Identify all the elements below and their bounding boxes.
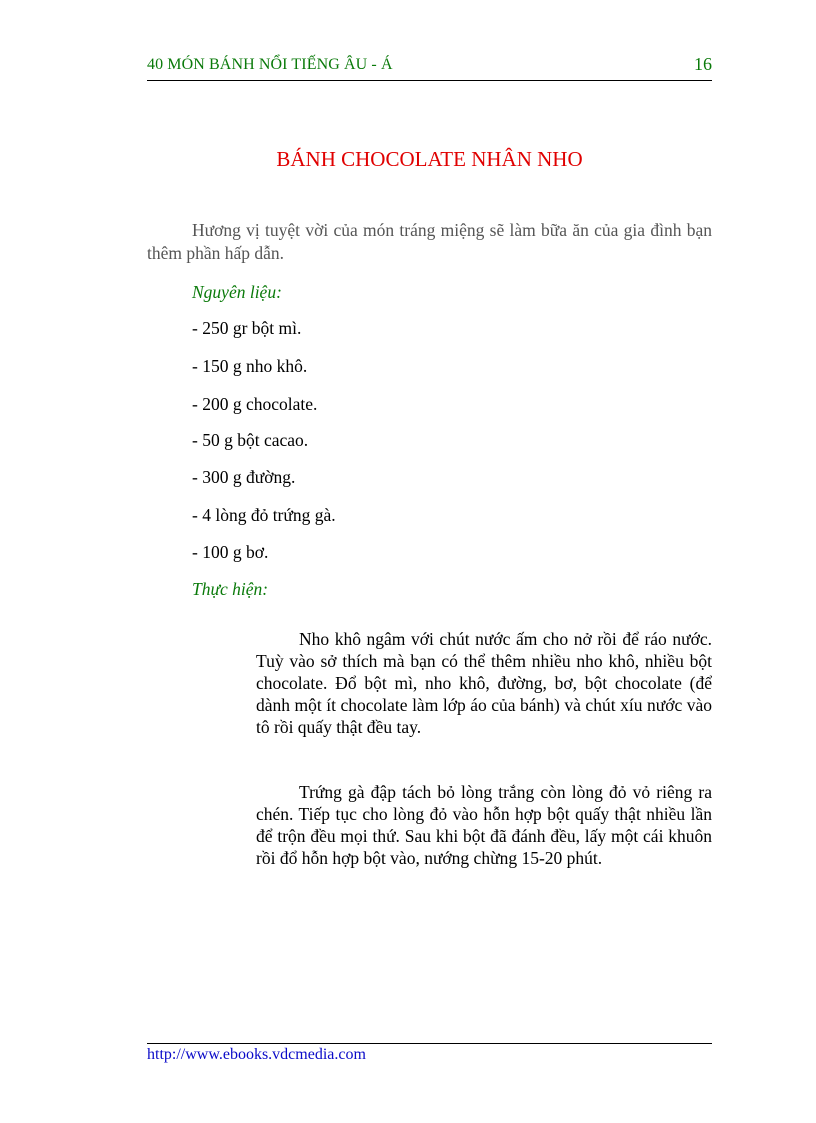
method-paragraph-2: Trứng gà đập tách bỏ lòng trắng còn lòng đỏ vỏ riêng ra chén. Tiếp tục cho lòng đỏ vào hỗn hợp bột quấy thật nhiều lần để trộn đều mọi thứ. Sau khi bột đã đánh đều, lấy một cái khuôn rồi đổ hỗn hợp bột vào, nướng chừng 15-20 phút. <box>256 782 712 868</box>
ingredient-item: - 200 g chocolate. <box>192 394 318 414</box>
footer-divider <box>147 1043 712 1044</box>
ingredient-item: - 250 gr bột mì. <box>192 318 302 338</box>
footer-website-link[interactable]: http://www.ebooks.vdcmedia.com <box>147 1046 366 1063</box>
page-header <box>147 56 712 81</box>
page-number: 16 <box>694 54 712 74</box>
recipe-title: BÁNH CHOCOLATE NHÂN NHO <box>276 147 583 171</box>
ingredient-item: - 300 g đường. <box>192 467 296 487</box>
book-title: 40 MÓN BÁNH NỔI TIẾNG ÂU - Á <box>147 56 393 73</box>
ingredient-item: - 100 g bơ. <box>192 542 269 562</box>
method-label: Thực hiện: <box>192 579 269 599</box>
ingredient-item: - 4 lòng đỏ trứng gà. <box>192 505 336 525</box>
ingredient-item: - 150 g nho khô. <box>192 356 308 376</box>
ingredient-item: - 50 g bột cacao. <box>192 430 309 450</box>
method-paragraph-1: Nho khô ngâm với chút nước ấm cho nở rồi để ráo nước. Tuỳ vào sở thích mà bạn có thể thêm nhiều nho khô, nhiều bột chocolate. Đổ bột mì, nho khô, đường, bơ, bột chocolate (để dành một ít chocolate làm lớp áo của bánh) và chút xíu nước vào tô rồi quấy thật đều tay. <box>256 629 712 737</box>
intro-paragraph: Hương vị tuyệt vời của món tráng miệng sẽ làm bữa ăn của gia đình bạn thêm phần hấp dẫn. <box>147 220 712 263</box>
ingredients-label: Nguyên liệu: <box>192 282 282 302</box>
